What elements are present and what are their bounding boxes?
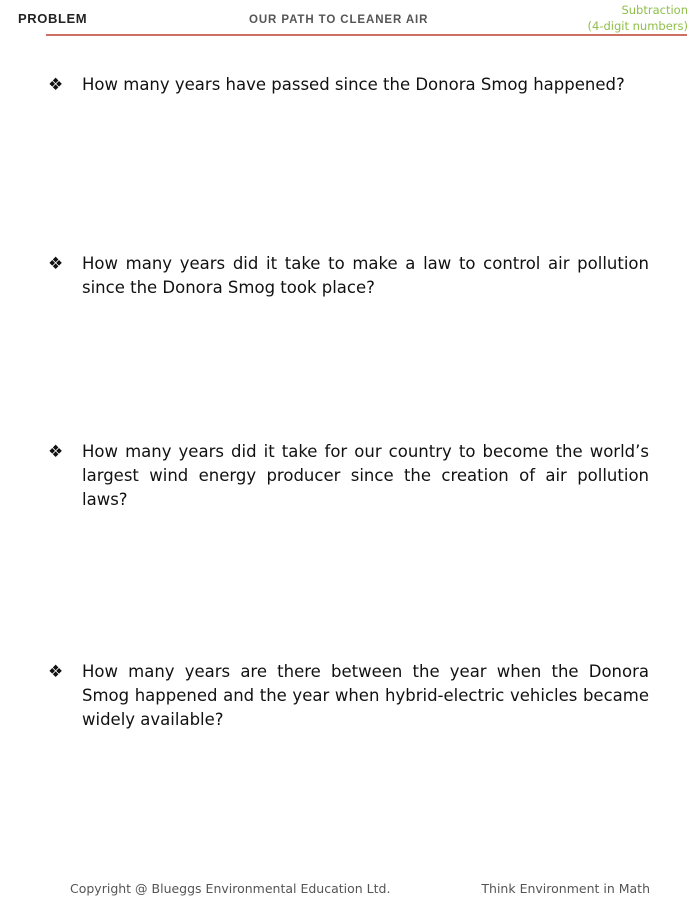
worksheet-title: OUR PATH TO CLEANER AIR	[249, 14, 429, 26]
question-1-text: How many years have passed since the Donora Smog happened?	[82, 75, 625, 94]
diamond-bullet-icon: ❖	[48, 662, 64, 682]
question-2	[48, 252, 649, 300]
question-1	[48, 73, 649, 97]
question-2-text: How many years did it take to make a law to control air pollution since the Donora Smog took place?	[82, 254, 649, 297]
footer-copyright: Copyright @ Blueggs Environmental Education Ltd.	[70, 881, 391, 896]
topic-label	[588, 2, 688, 34]
diamond-bullet-icon: ❖	[48, 75, 64, 95]
question-4	[48, 660, 649, 732]
topic-line-2: (4-digit numbers)	[587, 19, 688, 33]
diamond-bullet-icon: ❖	[48, 442, 64, 462]
topic-line-1: Subtraction	[621, 3, 688, 17]
question-4-text: How many years are there between the year when the Donora Smog happened and the year when hybrid-electric vehicles became widely available?	[82, 662, 649, 729]
footer-tagline: Think Environment in Math	[481, 881, 650, 896]
question-3-text: How many years did it take for our country to become the world’s largest wind energy producer since the creation of air pollution laws?	[82, 442, 649, 509]
header-divider	[46, 34, 687, 36]
problem-label: PROBLEM	[18, 11, 88, 26]
question-3	[48, 440, 649, 512]
diamond-bullet-icon: ❖	[48, 254, 64, 274]
